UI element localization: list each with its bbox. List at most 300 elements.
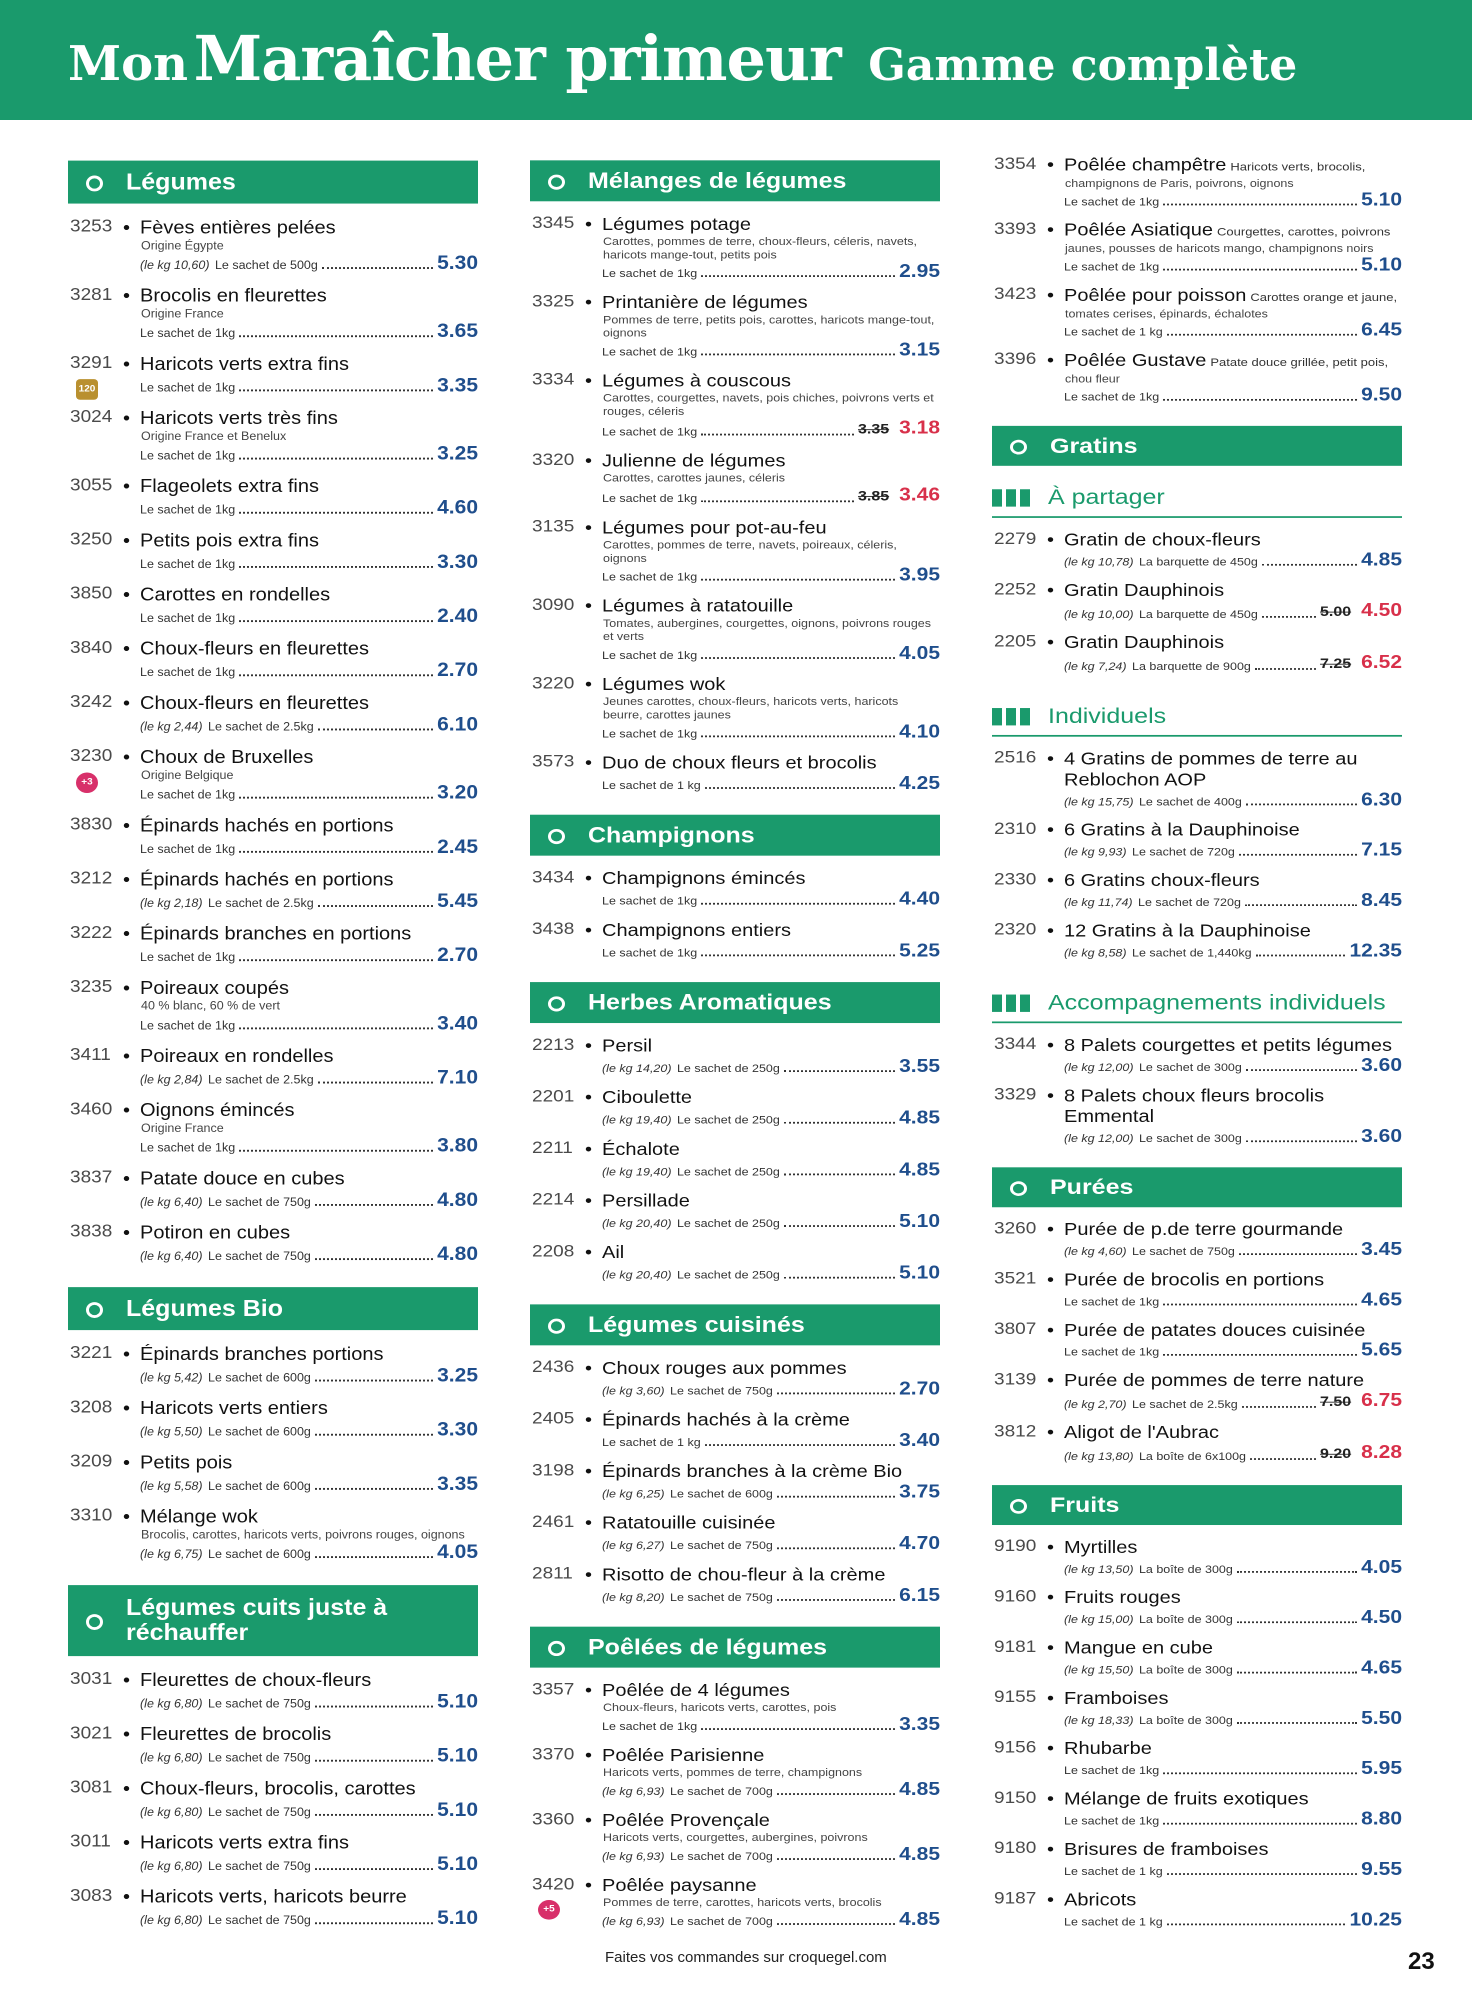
product-item (992, 530, 1402, 580)
pack-size: Le sachet de 600g (208, 1371, 311, 1385)
dot-leader (701, 275, 895, 277)
product-code: 9180 (994, 1839, 1037, 1858)
product-code: 3460 (70, 1099, 113, 1119)
pack-info (602, 726, 697, 742)
price-value: 3.30 (437, 551, 478, 573)
price-per-kg: (le kg 6,93) (602, 1850, 665, 1863)
price-line (1064, 1127, 1402, 1146)
dot-leader (777, 1923, 895, 1925)
product-name (602, 1190, 940, 1211)
price-per-kg: (le kg 5,58) (140, 1479, 203, 1493)
price-value: 4.05 (1361, 1557, 1402, 1578)
product-item (530, 920, 940, 972)
dot-leader (1163, 399, 1357, 401)
product-code: 3250 (70, 529, 113, 550)
pack-size: Le sachet de 750g (208, 1751, 311, 1765)
price-per-kg: (le kg 13,50) (1064, 1563, 1134, 1576)
price-line (140, 1746, 478, 1767)
pack-size: Le sachet de 300g (1138, 1061, 1242, 1074)
product-name (602, 868, 940, 889)
pack-info (140, 1424, 311, 1441)
pack-size: Le sachet de 720g (1132, 846, 1235, 859)
promo-price: 4.50 (1361, 600, 1402, 621)
price-line (1064, 1558, 1402, 1577)
price-value: 4.85 (899, 1107, 940, 1129)
dot-leader (701, 354, 895, 356)
price-line (1064, 1759, 1402, 1778)
product-description: tomates cerises, épinards, échalotes (1065, 307, 1268, 320)
pack-info (1064, 1864, 1163, 1880)
price-value: 3.20 (437, 781, 478, 804)
dot-leader (784, 1174, 895, 1176)
product-name (1064, 1537, 1402, 1558)
pack-info (602, 1060, 780, 1076)
section-header-purees (992, 1167, 1402, 1207)
price-per-kg: (le kg 10,78) (1064, 556, 1134, 569)
price-value: 6.10 (437, 713, 478, 736)
pack-size: Le sachet de 1kg (1064, 1764, 1160, 1777)
dot-leader (239, 674, 433, 676)
pack-size: Le sachet de 250g (676, 1165, 780, 1178)
product-name (140, 1397, 478, 1419)
price-value: 3.25 (437, 442, 478, 465)
pack-info (602, 1783, 773, 1799)
pack-size: Le sachet de 1kg (140, 665, 236, 680)
product-name-text: Fleurettes de choux-fleurs (140, 1670, 372, 1691)
dot-leader (777, 1547, 895, 1549)
price-value: 3.65 (437, 320, 478, 342)
section-header-legumes-cuits (68, 1585, 478, 1656)
price (899, 941, 940, 961)
price-line (140, 715, 478, 736)
pack-info (140, 1695, 311, 1712)
product-code: 3212 (70, 868, 113, 889)
promo-price: 8.28 (1361, 1442, 1402, 1463)
product-item (992, 155, 1402, 220)
product-code: 3521 (994, 1269, 1037, 1289)
product-item (992, 1270, 1402, 1320)
price (1349, 1911, 1402, 1930)
product-code: 3393 (994, 220, 1037, 239)
pack-info (140, 895, 314, 912)
dot-leader (315, 1814, 433, 1816)
product-description: Origine France (141, 1121, 224, 1135)
price-per-kg: (le kg 18,33) (1064, 1714, 1134, 1727)
product-code: 3235 (70, 977, 113, 997)
price (437, 660, 478, 681)
bars-icon (992, 703, 1042, 728)
pack-size: Le sachet de 2.5kg (208, 720, 314, 734)
product-item (530, 1190, 940, 1242)
product-name-text: Poireaux en rondelles (140, 1046, 334, 1067)
product-name (1064, 870, 1402, 891)
section-title: Légumes (126, 168, 236, 195)
pack-info (1064, 1294, 1159, 1310)
dot-leader (239, 512, 433, 514)
product-name-text: Légumes à couscous (602, 371, 792, 391)
dot-leader (1246, 1140, 1357, 1142)
product-code: 2436 (532, 1357, 575, 1377)
product-item (530, 674, 940, 752)
product-name (140, 1045, 478, 1067)
product-name (1064, 1219, 1402, 1240)
product-code: 3281 (70, 284, 113, 305)
dot-leader (701, 500, 854, 502)
product-item (992, 870, 1402, 920)
product-name-text: Poêlée Asiatique (1064, 220, 1214, 241)
pack-size: Le sachet de 750g (208, 1697, 311, 1711)
price-value: 5.95 (1361, 1758, 1402, 1779)
dot-leader (239, 566, 433, 568)
product-name (1064, 633, 1402, 654)
product-name-text: Risotto de chou-fleur à la crème (602, 1565, 886, 1585)
pack-info (140, 379, 235, 396)
product-code: 2310 (994, 820, 1037, 839)
product-item (992, 220, 1402, 285)
subsection-title: Accompagnements individuels (1048, 989, 1386, 1015)
product-list-herbes (530, 1036, 940, 1294)
dot-leader (784, 1277, 895, 1279)
product-name (602, 1745, 940, 1766)
product-name (140, 1778, 478, 1800)
price-value: 3.45 (1361, 1239, 1402, 1260)
price-line (1064, 841, 1402, 860)
section-title: Gratins (1050, 433, 1138, 458)
price-line (140, 375, 478, 396)
product-list-purees (992, 1219, 1402, 1474)
price-line (602, 1109, 940, 1129)
product-name-text: Échalote (602, 1139, 680, 1160)
product-name-text: Petits pois (140, 1452, 233, 1474)
title-main: Maraîcher primeur (193, 22, 841, 95)
price-line (140, 1013, 478, 1034)
price-per-kg: (le kg 2,18) (140, 896, 203, 910)
product-code: 2516 (994, 748, 1037, 768)
price (1320, 1443, 1402, 1464)
dot-leader (315, 1488, 433, 1490)
price-per-kg: (le kg 6,93) (602, 1915, 665, 1928)
pack-info (1064, 1763, 1159, 1779)
product-name (602, 1513, 940, 1534)
price-line (140, 1474, 478, 1495)
product-name (140, 746, 478, 768)
product-name (140, 1886, 478, 1908)
section-header-cuisines (530, 1304, 940, 1345)
product-code: 3573 (532, 752, 575, 772)
product-code: 3055 (70, 475, 113, 496)
price-value: 4.70 (899, 1533, 940, 1554)
product-code: 2252 (994, 580, 1037, 599)
product-code: 9155 (994, 1688, 1037, 1707)
price (1361, 386, 1402, 405)
price-line (1064, 191, 1402, 210)
product-name-text: Mangue en cube (1064, 1638, 1214, 1658)
product-list-legumes (68, 217, 478, 1276)
pack-info (1064, 945, 1252, 961)
product-name (1064, 350, 1402, 373)
product-item (992, 749, 1402, 820)
pack-info (602, 1589, 773, 1605)
product-inline-desc: Patate douce grillée, petit pois, (1210, 355, 1389, 369)
price-value: 5.10 (437, 1744, 478, 1767)
product-item (68, 746, 478, 814)
price (437, 1244, 478, 1265)
price-per-kg: (le kg 5,50) (140, 1425, 203, 1439)
pack-info (140, 1194, 311, 1211)
pack-info (1064, 1060, 1242, 1076)
dot-leader (239, 620, 433, 622)
pack-size: La boîte de 300g (1138, 1663, 1233, 1677)
product-description: Haricots verts, courgettes, aubergines, poivrons (603, 1831, 868, 1844)
product-item (530, 1564, 940, 1616)
pack-info (1064, 1612, 1233, 1628)
product-item (992, 1035, 1402, 1085)
pack-size: Le sachet de 700g (670, 1915, 773, 1928)
price-value: 5.10 (437, 1853, 478, 1875)
product-name-text: Printanière de légumes (602, 292, 808, 313)
price-line (602, 1586, 940, 1606)
promo-price: 6.52 (1361, 652, 1402, 673)
pack-size: La boîte de 6x100g (1138, 1450, 1247, 1463)
product-item (530, 1087, 940, 1139)
pack-size: Le sachet de 1kg (1064, 1295, 1160, 1308)
price-value: 3.40 (437, 1012, 478, 1034)
product-name (602, 451, 940, 472)
section-title: Légumes cuisinés (588, 1311, 805, 1337)
product-code: 3812 (994, 1422, 1037, 1441)
pack-info (602, 1215, 780, 1231)
product-name-text: 6 Gratins choux-fleurs (1064, 871, 1260, 891)
price-per-kg: (le kg 15,50) (1064, 1663, 1134, 1677)
price-line (602, 1263, 940, 1283)
product-item (992, 1638, 1402, 1688)
page-title (68, 22, 1297, 95)
product-name (602, 1810, 940, 1831)
product-description: Carottes, courgettes, navets, pois chiches, poivrons verts et rouges, céleris (603, 391, 934, 418)
price-value: 8.45 (1361, 890, 1402, 911)
pack-size: Le sachet de 1kg (602, 267, 698, 280)
price-line (602, 1212, 940, 1232)
price-value: 4.85 (899, 1843, 940, 1865)
price-line (140, 1190, 478, 1211)
dot-leader (784, 1070, 895, 1072)
product-code: 3081 (70, 1777, 113, 1798)
product-code: 2405 (532, 1409, 575, 1429)
price-value: 3.35 (437, 374, 478, 396)
price (899, 1212, 940, 1232)
product-name (140, 407, 478, 429)
title-prefix: Mon (68, 36, 189, 92)
price-value: 3.15 (899, 339, 940, 360)
product-name-text: Poêlée de 4 légumes (602, 1680, 790, 1701)
subsection-header-partager (992, 478, 1402, 518)
product-name-text: 6 Gratins à la Dauphinoise (1064, 820, 1300, 841)
price-line (140, 253, 478, 274)
price-per-kg: (le kg 20,40) (602, 1217, 672, 1230)
product-code: 9187 (994, 1889, 1037, 1908)
bars-icon (992, 484, 1042, 509)
product-name-text: Purée de brocolis en portions (1064, 1270, 1325, 1290)
product-item (68, 530, 478, 584)
price-value: 2.70 (899, 1378, 940, 1399)
pack-info (140, 1071, 314, 1088)
product-code: 2330 (994, 870, 1037, 889)
product-name (1064, 1086, 1402, 1128)
product-name (1064, 1688, 1402, 1709)
product-name (602, 370, 940, 391)
product-item (992, 580, 1402, 632)
pack-info (140, 556, 235, 573)
pack-size: Le sachet de 1kg (140, 503, 236, 517)
dot-leader (1163, 1354, 1357, 1356)
dot-leader (777, 1599, 895, 1601)
price-value: 4.85 (899, 1908, 940, 1930)
price-value: 4.40 (899, 888, 940, 910)
price (899, 1845, 940, 1865)
price-line (140, 1420, 478, 1441)
price-line (1064, 1608, 1402, 1627)
product-name (140, 923, 478, 945)
product-code: 3083 (70, 1885, 113, 1906)
price-line (1064, 1443, 1402, 1464)
price-per-kg: (le kg 4,60) (1064, 1245, 1127, 1258)
section-header-champignons (530, 815, 940, 856)
product-name-text: Poêlée Provençale (602, 1810, 770, 1831)
pack-info (1064, 324, 1163, 340)
product-name-text: Poireaux coupés (140, 977, 289, 999)
pack-size: Le sachet de 1kg (602, 345, 698, 358)
price (437, 375, 478, 396)
pack-info (602, 647, 697, 663)
price (1320, 653, 1402, 674)
price-value: 5.25 (899, 940, 940, 961)
product-code: 9181 (994, 1637, 1037, 1657)
pack-size: Le sachet de 600g (208, 1425, 311, 1439)
product-name (602, 1358, 940, 1379)
pack-info (1064, 1713, 1233, 1729)
price-line (140, 1908, 478, 1929)
pack-size: La boîte de 300g (1138, 1613, 1233, 1626)
product-list-legumes-bio (68, 1343, 478, 1574)
product-code: 3423 (994, 285, 1037, 304)
product-name-text: Flageolets extra fins (140, 476, 319, 497)
pack-info (140, 447, 235, 464)
price (437, 321, 478, 342)
product-code: 3208 (70, 1397, 113, 1417)
pack-info (602, 893, 697, 909)
product-item (992, 1537, 1402, 1587)
pack-info (1064, 389, 1159, 405)
product-name-text: Poêlée pour poisson (1064, 286, 1247, 306)
price-value: 2.95 (899, 260, 940, 282)
price-value: 2.40 (437, 605, 478, 627)
price-line (1064, 1659, 1402, 1678)
section-header-fruits (992, 1485, 1402, 1525)
page-number: 23 (1408, 1948, 1435, 1975)
product-name-text: Fèves entières pelées (140, 217, 336, 239)
price-line (140, 1136, 478, 1157)
product-item (530, 752, 940, 804)
price-value: 3.75 (899, 1481, 940, 1503)
product-name (140, 638, 478, 660)
price-line (140, 1854, 478, 1875)
price (437, 498, 478, 519)
pack-info (602, 1112, 780, 1128)
pack-size: Le sachet de 1kg (1064, 195, 1160, 208)
price-line (1064, 386, 1402, 405)
product-item (68, 638, 478, 692)
product-name (140, 869, 478, 891)
product-code: 3370 (532, 1745, 575, 1764)
price-line (1064, 551, 1402, 570)
pack-size: Le sachet de 750g (208, 1913, 311, 1927)
dot-leader (1250, 1458, 1316, 1460)
product-code: 3420 (532, 1875, 575, 1894)
product-description: Carottes, carottes jaunes, céleris (603, 471, 786, 485)
price-line (1064, 1240, 1402, 1259)
product-name (1064, 1588, 1402, 1609)
pack-size: Le sachet de 1 kg (602, 779, 701, 792)
product-code: 2205 (994, 632, 1037, 651)
product-item (68, 977, 478, 1045)
price-value: 4.80 (437, 1189, 478, 1211)
dot-leader (1237, 1722, 1357, 1724)
price (437, 444, 478, 465)
product-code: 3329 (994, 1085, 1037, 1104)
price-value: 2.45 (437, 835, 478, 858)
pack-info (602, 945, 697, 961)
product-name-text: Oignons émincés (140, 1100, 295, 1121)
product-name-text: Haricots verts, haricots beurre (140, 1886, 407, 1908)
dot-leader (1163, 269, 1357, 271)
price-line (140, 1366, 478, 1387)
product-code: 3209 (70, 1451, 113, 1472)
price-line (1064, 1709, 1402, 1728)
price-line (1064, 1860, 1402, 1879)
price-per-kg: (le kg 12,00) (1064, 1061, 1134, 1074)
product-description: Carottes, pommes de terre, choux-fleurs, céleris, navets, haricots mange-tout, petits pois (603, 235, 918, 261)
product-name-text: Épinards branches à la crème Bio (602, 1461, 903, 1482)
price (437, 552, 478, 573)
product-code: 3334 (532, 370, 575, 390)
pack-info (1064, 895, 1241, 911)
pack-size: La boîte de 300g (1138, 1714, 1233, 1727)
product-name (602, 1087, 940, 1108)
dot-leader (705, 1444, 895, 1446)
pack-size: Le sachet de 1kg (140, 842, 236, 856)
price (437, 606, 478, 627)
price-value: 5.45 (437, 890, 478, 912)
pack-info (1064, 1561, 1233, 1577)
pack-size: Le sachet de 600g (208, 1547, 311, 1561)
price-value: 5.10 (1361, 254, 1402, 275)
product-item (68, 353, 478, 407)
dot-leader (318, 729, 433, 731)
pack-info (1064, 844, 1235, 860)
dot-leader (1239, 1253, 1357, 1255)
section-header-legumes-bio (68, 1287, 478, 1330)
product-description: champignons de Paris, poivrons, oignons (1065, 177, 1294, 190)
product-name (140, 1222, 478, 1244)
price-line (140, 321, 478, 342)
price-per-kg: (le kg 13,80) (1064, 1450, 1134, 1463)
old-price: 9.20 (1319, 1446, 1352, 1462)
price (1361, 1127, 1402, 1146)
product-name-text: Fleurettes de brocolis (140, 1724, 332, 1745)
pack-info (140, 1858, 311, 1875)
pack-size: Le sachet de 1kg (602, 946, 698, 959)
dot-leader (315, 1258, 433, 1260)
